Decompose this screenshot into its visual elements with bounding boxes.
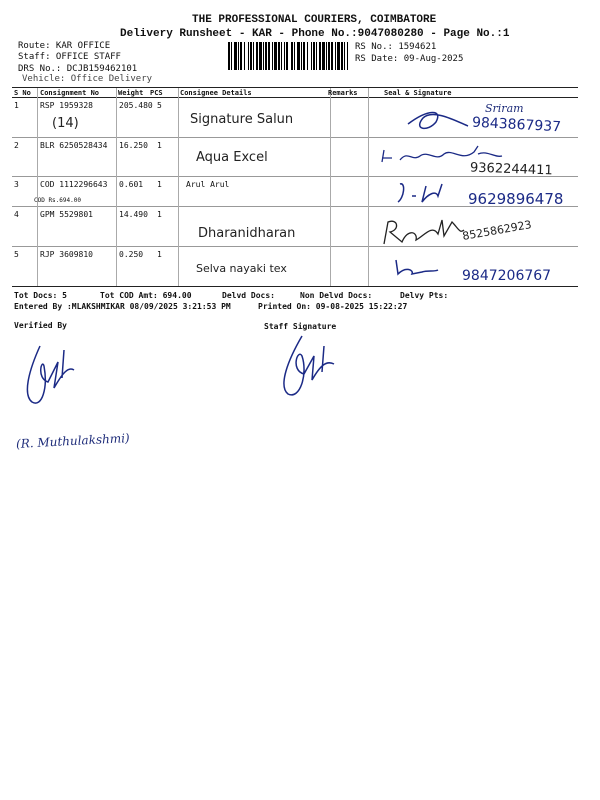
barcode-bar: [238, 42, 239, 70]
handwritten-phone: 9362244411: [469, 160, 553, 179]
table-row-sno: 3: [14, 180, 19, 189]
delivery-points: Delvy Pts:: [400, 291, 449, 300]
table-row-weight: 205.480: [119, 101, 153, 110]
handwritten-phone: 9843867937: [471, 114, 562, 136]
table-row-consignment: RSP 1959328: [40, 101, 93, 110]
barcode-bar: [265, 42, 267, 70]
col-header-weight: Weight: [118, 89, 144, 97]
barcode-bar: [240, 42, 242, 70]
total-docs: Tot Docs: 5: [14, 291, 67, 300]
table-row-consignee: Arul Arul: [186, 180, 230, 189]
table-row-consignment: COD 1112296643: [40, 180, 108, 189]
verifier-signature: [18, 338, 88, 408]
table-row-sno: 5: [14, 250, 19, 259]
barcode-bar: [281, 42, 282, 70]
handwritten-consignee: Signature Salun: [190, 112, 294, 127]
barcode-bar: [344, 42, 345, 70]
table-row-pcs: 1: [157, 141, 162, 150]
barcode-bar: [341, 42, 343, 70]
barcode-bar: [234, 42, 237, 70]
table-row-weight: 16.250: [119, 141, 148, 150]
table-row-sno: 4: [14, 210, 19, 219]
table-row-pcs: 1: [157, 250, 162, 259]
barcode-bar: [335, 42, 336, 70]
col-header-remarks: Remarks: [328, 89, 358, 97]
barcode-bar: [337, 42, 340, 70]
receiver-signature: [378, 214, 468, 248]
col-divider: [330, 88, 331, 286]
row-rule: [12, 137, 578, 138]
barcode-bar: [301, 42, 302, 70]
barcode-bar: [313, 42, 315, 70]
printed-on: Printed On: 09-08-2025 15:22:27: [258, 302, 408, 311]
table-bottom-rule: [12, 286, 578, 287]
table-row-sno: 2: [14, 141, 19, 150]
verifier-name-handwritten: (R. Muthulakshmi): [15, 431, 130, 451]
barcode-bar: [326, 42, 327, 70]
barcode-bar: [256, 42, 258, 70]
barcode-bar: [316, 42, 317, 70]
total-cod-amount: Tot COD Amt: 694.00: [100, 291, 192, 300]
barcode-bar: [284, 42, 285, 70]
receiver-signature: [392, 178, 462, 206]
delivered-docs: Delvd Docs:: [222, 291, 275, 300]
staff-signature-label: Staff Signature: [264, 322, 337, 331]
handwritten-note: (14): [52, 116, 79, 131]
barcode-bar: [331, 42, 333, 70]
non-delivered-docs: Non Delvd Docs:: [300, 291, 373, 300]
barcode-bar: [286, 42, 288, 70]
barcode-bar: [307, 42, 308, 70]
receiver-signature: [392, 256, 442, 280]
barcode-bar: [263, 42, 264, 70]
handwritten-consignee: Selva nayaki tex: [196, 262, 287, 275]
receiver-signature: [398, 104, 478, 134]
barcode-bar: [231, 42, 232, 70]
col-header-signature: Seal & Signature: [384, 89, 452, 97]
row-rule: [12, 246, 578, 247]
table-row-sno: 1: [14, 101, 19, 110]
rs-date: RS Date: 09-Aug-2025: [355, 54, 464, 64]
table-row-consignment: GPM 5529801: [40, 210, 93, 219]
handwritten-phone: 8525862923: [461, 218, 533, 243]
barcode-bar: [250, 42, 252, 70]
cod-amount-note: COD Rs.694.00: [34, 197, 81, 204]
verified-by-label: Verified By: [14, 321, 67, 330]
barcode-bar: [274, 42, 277, 70]
barcode-bar: [278, 42, 280, 70]
col-divider: [178, 88, 179, 286]
barcode-bar: [328, 42, 330, 70]
handwritten-receiver-name: Sriram: [485, 102, 524, 115]
table-row-weight: 0.250: [119, 250, 144, 259]
barcode-bar: [228, 42, 230, 70]
table-row-consignment: RJP 3609810: [40, 250, 93, 259]
col-divider: [37, 88, 38, 286]
barcode-bar: [272, 42, 273, 70]
table-top-rule: [12, 87, 578, 88]
barcode-bar: [294, 42, 295, 70]
barcode-bar: [347, 42, 348, 70]
vehicle-label: Vehicle: Office Delivery: [22, 74, 153, 84]
col-divider: [368, 88, 369, 286]
col-header-consignment: Consignment No: [40, 89, 100, 97]
col-divider: [116, 88, 117, 286]
table-row-weight: 14.490: [119, 210, 148, 219]
table-row-pcs: 1: [157, 180, 162, 189]
rs-number: RS No.: 1594621: [355, 42, 437, 52]
barcode-bar: [322, 42, 325, 70]
handwritten-consignee: Aqua Excel: [196, 150, 268, 165]
barcode-bar: [291, 42, 293, 70]
table-row-weight: 0.601: [119, 180, 144, 189]
drs-number: DRS No.: DCJB159462101: [18, 64, 138, 74]
table-row-consignment: BLR 6250528434: [40, 141, 108, 150]
entered-by: Entered By :MLAKSHMIKAR 08/09/2025 3:21:53 PM: [14, 302, 231, 311]
table-row-pcs: 5: [157, 101, 162, 110]
barcode-bar: [303, 42, 305, 70]
table-row-pcs: 1: [157, 210, 162, 219]
barcode-bar: [253, 42, 254, 70]
runsheet-line: Delivery Runsheet - KAR - Phone No.:9047080280 - Page No.:1: [120, 28, 510, 40]
handwritten-phone: 9629896478: [468, 190, 564, 208]
barcode-bar: [319, 42, 321, 70]
barcode-bar: [244, 42, 245, 70]
col-header-pcs: PCS: [150, 89, 163, 97]
handwritten-consignee: Dharanidharan: [198, 226, 296, 241]
table-header-rule: [12, 97, 578, 98]
company-title: THE PROFESSIONAL COURIERS, COIMBATORE: [192, 14, 437, 26]
staff-signature: [268, 330, 348, 400]
route-label: Route: KAR OFFICE: [18, 41, 111, 51]
col-header-consignee: Consignee Details: [180, 89, 252, 97]
barcode-bar: [248, 42, 249, 70]
handwritten-phone: 9847206767: [462, 268, 552, 284]
col-header-sno: S No: [14, 89, 31, 97]
barcode: [228, 42, 350, 70]
barcode-bar: [268, 42, 270, 70]
barcode-bar: [297, 42, 300, 70]
staff-label: Staff: OFFICE STAFF: [18, 52, 121, 62]
barcode-bar: [311, 42, 312, 70]
barcode-bar: [259, 42, 262, 70]
